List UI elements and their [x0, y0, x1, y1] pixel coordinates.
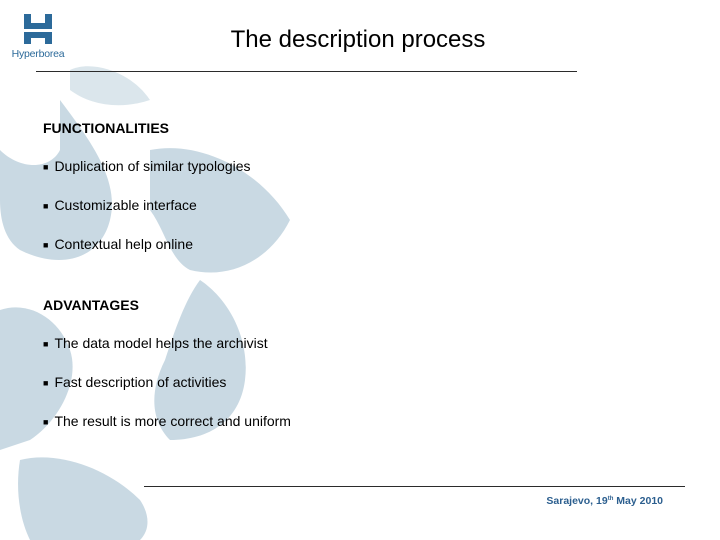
footer-date-suffix: th	[607, 496, 614, 502]
background-watermark-graphic	[0, 0, 300, 540]
square-bullet-icon: ■	[43, 378, 49, 388]
square-bullet-icon: ■	[43, 162, 49, 172]
list-item-text: Duplication of similar typologies	[54, 158, 251, 174]
square-bullet-icon: ■	[43, 201, 49, 211]
list-item	[43, 158, 251, 174]
footer-divider	[144, 486, 685, 487]
list-item	[43, 197, 197, 213]
footer-date	[546, 495, 663, 507]
hyperborea-logo	[6, 10, 70, 62]
list-item-text: Contextual help online	[54, 236, 193, 252]
footer-date-rest: May 2010	[613, 495, 663, 507]
square-bullet-icon: ■	[43, 339, 49, 349]
page-title: The description process	[230, 26, 486, 53]
logo-text: Hyperborea	[11, 48, 65, 60]
list-item	[43, 413, 291, 429]
title-divider	[36, 71, 577, 72]
hyperborea-logo-icon	[6, 10, 70, 46]
list-item-text: The result is more correct and uniform	[54, 413, 291, 429]
list-item-text: Fast description of activities	[54, 374, 227, 390]
list-item-text: Customizable interface	[54, 197, 197, 213]
footer-place: Sarajevo, 19	[546, 495, 608, 507]
square-bullet-icon: ■	[43, 240, 49, 250]
functionalities-heading: FUNCTIONALITIES	[43, 120, 169, 136]
square-bullet-icon: ■	[43, 417, 49, 427]
list-item-text: The data model helps the archivist	[54, 335, 268, 351]
list-item	[43, 236, 193, 252]
list-item	[43, 335, 268, 351]
advantages-heading: ADVANTAGES	[43, 297, 139, 313]
list-item	[43, 374, 226, 390]
